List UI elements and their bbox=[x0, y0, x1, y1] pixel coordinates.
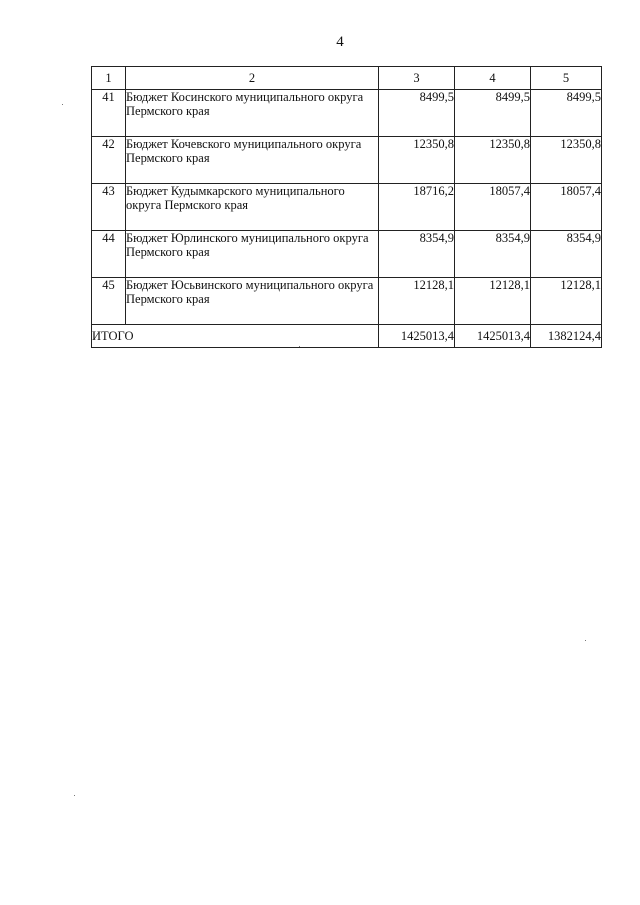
scan-speck bbox=[74, 795, 75, 796]
budget-name: Бюджет Кочевского муниципального округа Пермского края bbox=[126, 137, 379, 184]
column-header-4: 4 bbox=[455, 67, 531, 90]
budget-name: Бюджет Юрлинского муниципального округа Пермского края bbox=[126, 231, 379, 278]
table-row bbox=[92, 231, 602, 278]
value-col-3: 12128,1 bbox=[379, 278, 455, 325]
value-col-3: 18716,2 bbox=[379, 184, 455, 231]
budget-name: Бюджет Кудымкарского муниципального округа Пермского края bbox=[126, 184, 379, 231]
scan-speck bbox=[585, 640, 586, 641]
value-col-4: 18057,4 bbox=[455, 184, 531, 231]
column-header-5: 5 bbox=[531, 67, 602, 90]
row-number: 45 bbox=[92, 278, 126, 325]
budget-name: Бюджет Юсьвинского муниципального округа Пермского края bbox=[126, 278, 379, 325]
total-label: ИТОГО bbox=[92, 325, 379, 348]
total-value-col-4: 1425013,4 bbox=[455, 325, 531, 348]
value-col-3: 8354,9 bbox=[379, 231, 455, 278]
table-row bbox=[92, 137, 602, 184]
row-number: 42 bbox=[92, 137, 126, 184]
row-number: 43 bbox=[92, 184, 126, 231]
table-row bbox=[92, 184, 602, 231]
value-col-4: 8499,5 bbox=[455, 90, 531, 137]
value-col-5: 12350,8 bbox=[531, 137, 602, 184]
value-col-4: 12350,8 bbox=[455, 137, 531, 184]
table-row bbox=[92, 90, 602, 137]
value-col-5: 8354,9 bbox=[531, 231, 602, 278]
value-col-4: 8354,9 bbox=[455, 231, 531, 278]
column-header-2: 2 bbox=[126, 67, 379, 90]
table-header-row bbox=[92, 67, 602, 90]
value-col-5: 8499,5 bbox=[531, 90, 602, 137]
row-number: 41 bbox=[92, 90, 126, 137]
page-number: 4 bbox=[336, 34, 344, 50]
row-number: 44 bbox=[92, 231, 126, 278]
budget-table bbox=[91, 66, 602, 348]
total-row bbox=[92, 325, 602, 348]
value-col-4: 12128,1 bbox=[455, 278, 531, 325]
column-header-1: 1 bbox=[92, 67, 126, 90]
total-value-col-3: 1425013,4 bbox=[379, 325, 455, 348]
value-col-5: 12128,1 bbox=[531, 278, 602, 325]
scan-speck bbox=[62, 104, 63, 105]
total-value-col-5: 1382124,4 bbox=[531, 325, 602, 348]
table-row bbox=[92, 278, 602, 325]
scan-speck bbox=[299, 346, 300, 347]
value-col-3: 8499,5 bbox=[379, 90, 455, 137]
value-col-3: 12350,8 bbox=[379, 137, 455, 184]
budget-name: Бюджет Косинского муниципального округа Пермского края bbox=[126, 90, 379, 137]
column-header-3: 3 bbox=[379, 67, 455, 90]
value-col-5: 18057,4 bbox=[531, 184, 602, 231]
